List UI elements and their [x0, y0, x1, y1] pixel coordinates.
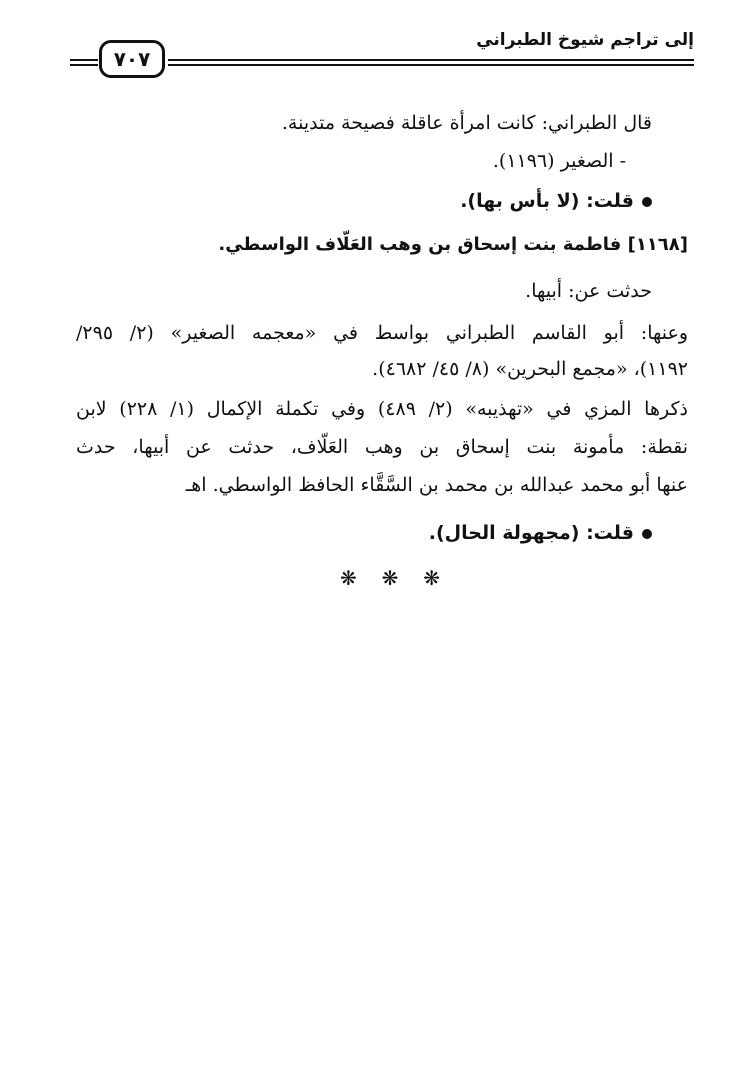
- header-rule-top: [168, 59, 694, 61]
- star-icon: ❋: [423, 566, 440, 590]
- author-note-1-text: قلت: (لا بأس بها).: [460, 190, 634, 212]
- star-icon: ❋: [340, 566, 357, 590]
- narrators-line-1: وعنها: أبو القاسم الطبراني بواسط في «معجمه الصغير» (٢/ ٢٩٥/: [76, 322, 688, 344]
- entry-heading: [١١٦٨] فاطمة بنت إسحاق بن وهب العَلّاف الواسطي.: [218, 234, 688, 255]
- page-number: ٧٠٧: [99, 40, 165, 78]
- header-rule-bottom: [168, 64, 694, 66]
- paragraph-quote: قال الطبراني: كانت امرأة عاقلة فصيحة متدينة.: [281, 112, 652, 134]
- section-divider: [340, 566, 440, 590]
- narrated-from: حدثت عن: أبيها.: [525, 280, 652, 302]
- author-note-1: [460, 186, 652, 216]
- bullet-icon: [642, 197, 652, 207]
- bullet-icon: [642, 529, 652, 539]
- header-dash-left-top: [70, 59, 98, 61]
- author-note-2: [429, 518, 652, 548]
- mention-line-2: نقطة: مأمونة بنت إسحاق بن وهب العَلّاف، حدثت عن أبيها، حدث: [76, 436, 688, 458]
- running-title: إلى تراجم شيوخ الطبراني: [476, 30, 694, 50]
- header-dash-left-bottom: [70, 64, 98, 66]
- mention-line-1: ذكرها المزي في «تهذيبه» (٢/ ٤٨٩) وفي تكملة الإكمال (١/ ٢٢٨) لابن: [76, 398, 688, 420]
- mention-line-3: عنها أبو محمد عبدالله بن محمد بن السَّقَّاء الحافظ الواسطي. اهـ: [185, 474, 688, 496]
- source-reference: - الصغير (١١٩٦).: [492, 150, 626, 172]
- star-icon: ❋: [381, 566, 399, 590]
- author-note-2-text: قلت: (مجهولة الحال).: [428, 522, 634, 544]
- narrators-line-2: ١١٩٢)، «مجمع البحرين» (٨/ ٤٥/ ٤٦٨٢).: [372, 358, 688, 380]
